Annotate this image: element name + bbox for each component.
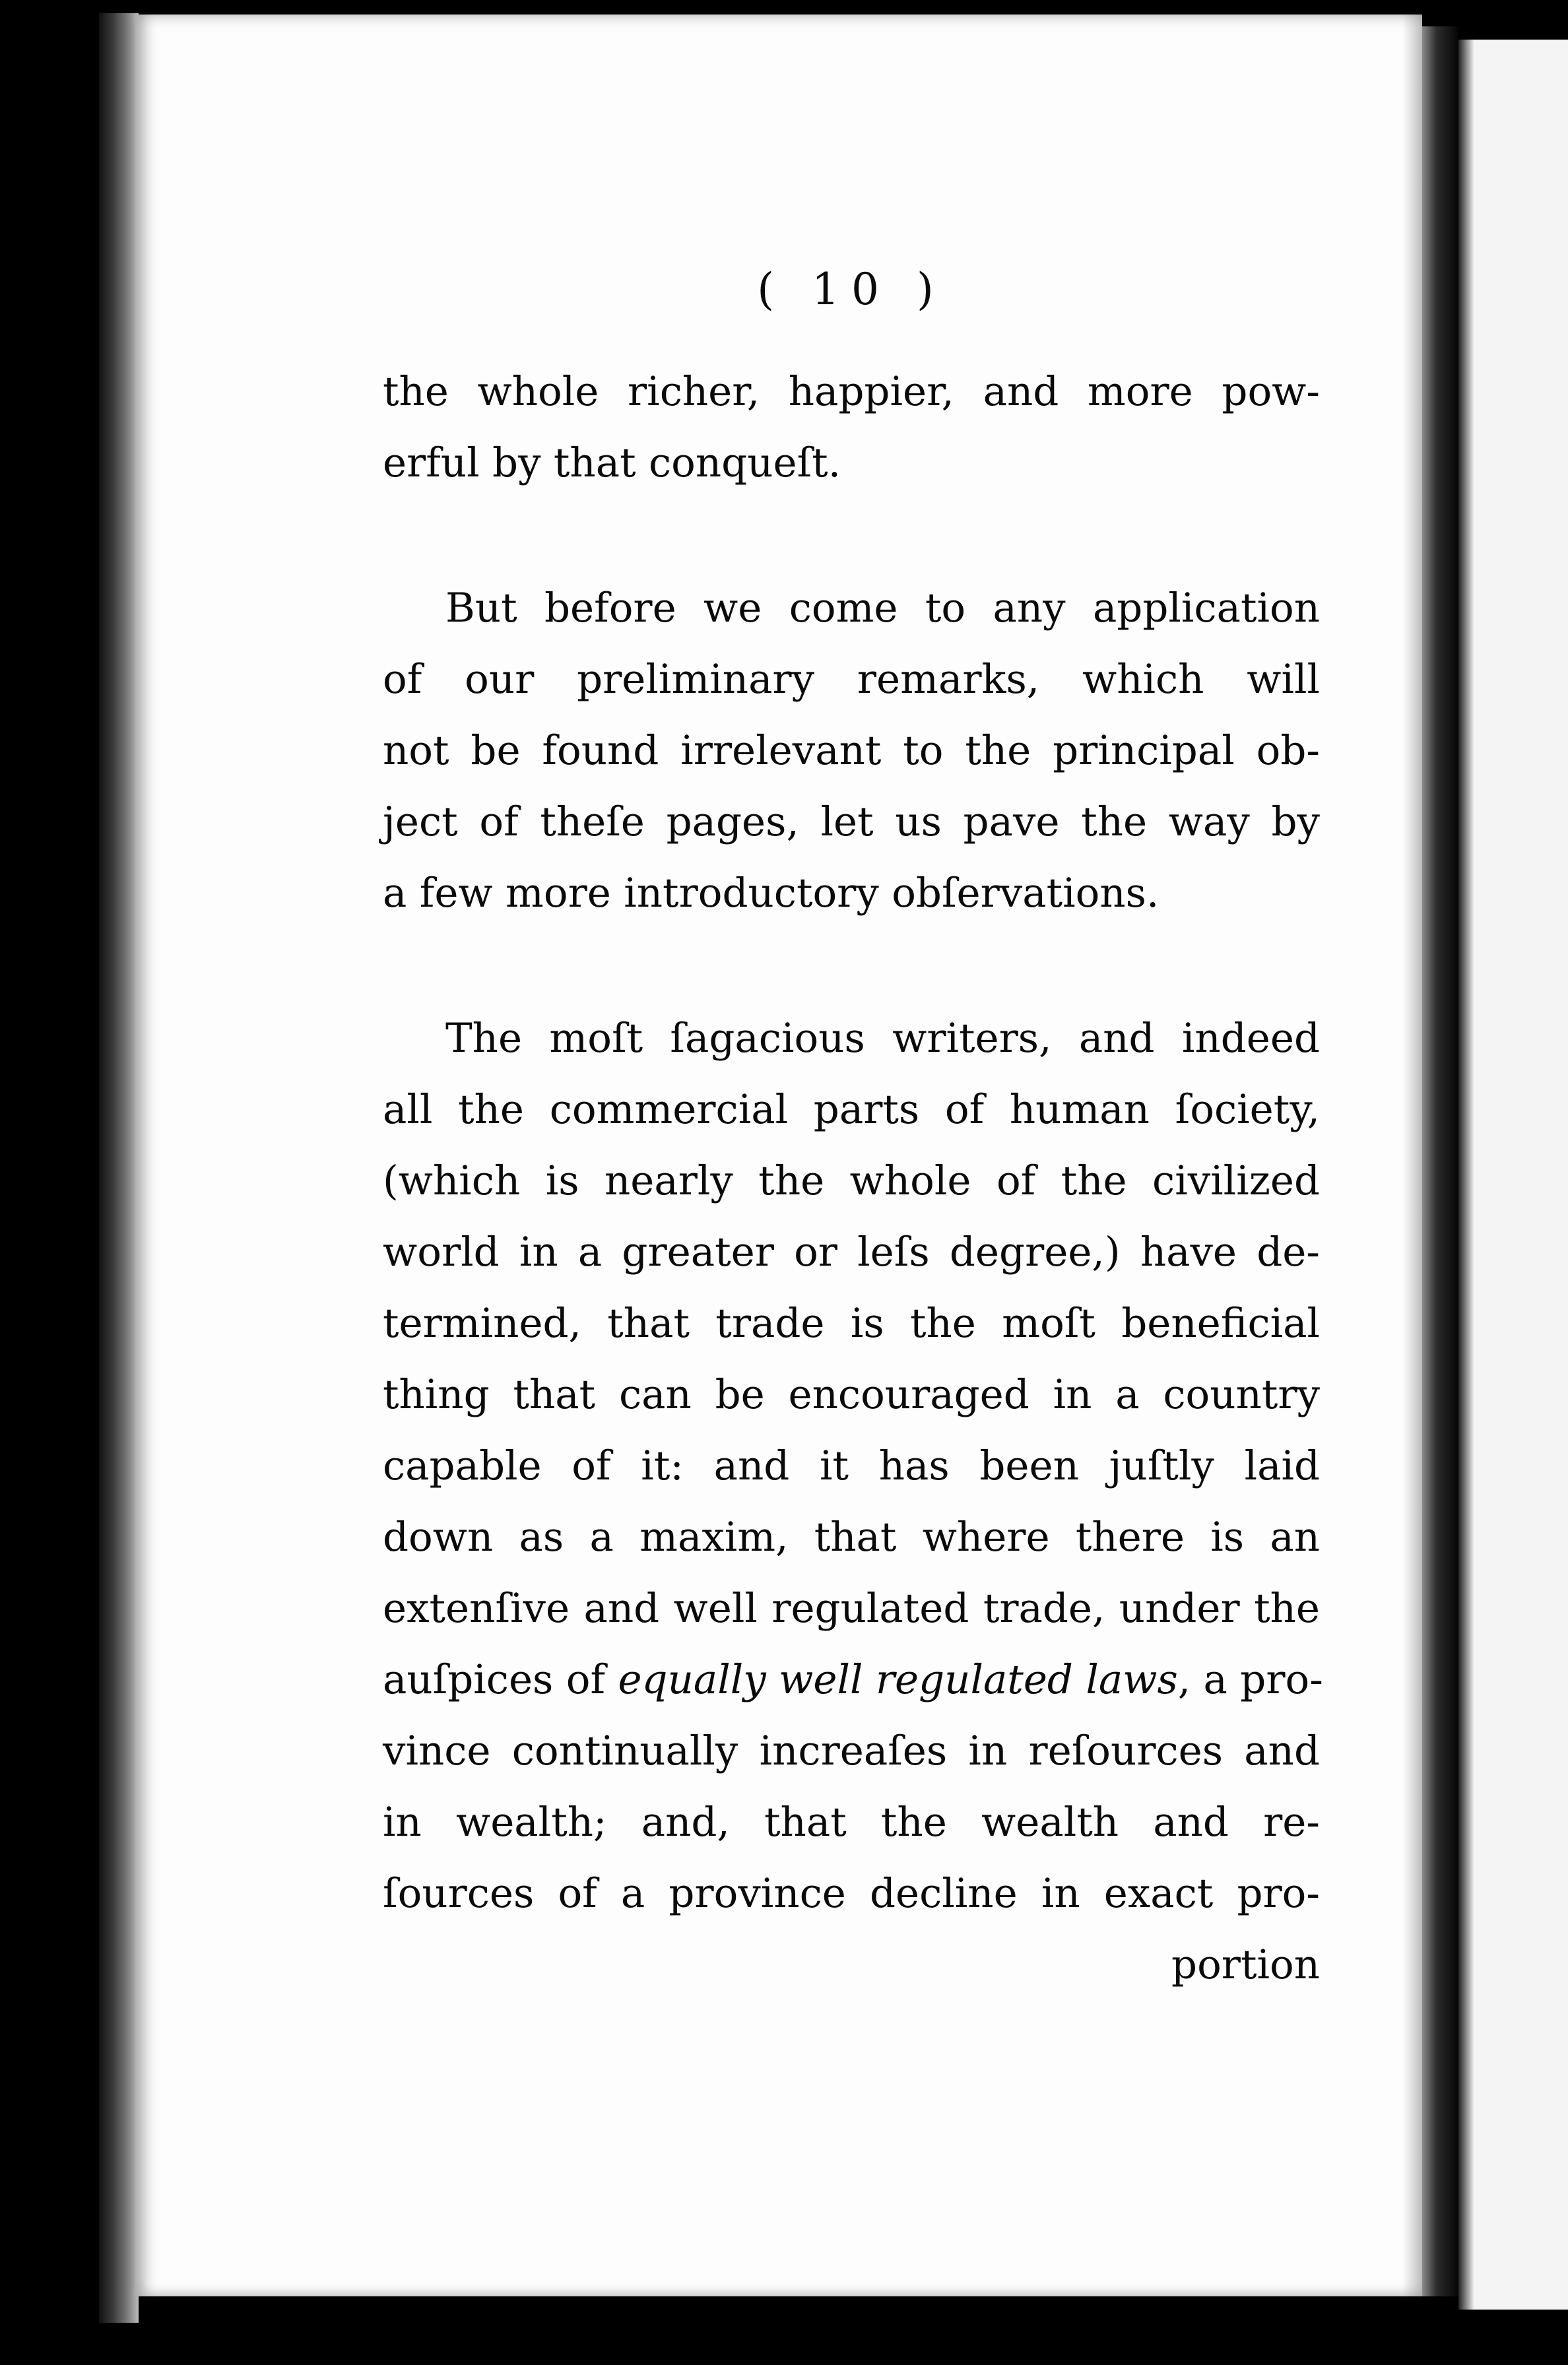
text-line: down as a maxim, that where there is an	[383, 1514, 1320, 1561]
page-number: ( 10 )	[757, 264, 946, 315]
binding-shadow	[99, 13, 139, 2323]
text-line: ject of theſe pages, let us pave the way by	[383, 798, 1320, 845]
text-line: not be found irrelevant to the principal ob-	[383, 727, 1320, 774]
italic-phrase: equally well regulated laws	[618, 1656, 1178, 1703]
text-line: thing that can be encouraged in a country	[383, 1371, 1320, 1418]
text-line: termined, that trade is the moſt beneficial	[383, 1300, 1320, 1347]
text-line: the whole richer, happier, and more pow-	[383, 368, 1320, 415]
facing-page-edge	[1458, 40, 1568, 2310]
catchword: portion	[1171, 1941, 1320, 1988]
text-line: The moſt ſagacious writers, and indeed	[445, 1015, 1320, 1062]
book-spine	[1422, 26, 1458, 2296]
text-line: (which is nearly the whole of the civilized	[383, 1157, 1320, 1204]
text-line: vince continually increaſes in reſources and	[383, 1728, 1320, 1774]
text-line: world in a greater or leſs degree,) have de-	[383, 1229, 1320, 1276]
page-text	[383, 356, 1323, 2001]
text-line: all the commercial parts of human ſociety,	[383, 1086, 1320, 1133]
text-segment: auſpices of	[383, 1656, 618, 1703]
text-line: ſources of a province decline in exact pro-	[383, 1870, 1320, 1917]
text-line: capable of it: and it has been juſtly laid	[383, 1442, 1320, 1489]
text-line: of our preliminary remarks, which will	[383, 656, 1320, 703]
text-line: a few more introductory obſervations.	[383, 870, 1160, 917]
text-line: extenſive and well regulated trade, under the	[383, 1585, 1320, 1632]
text-segment: , a pro-	[1177, 1656, 1323, 1703]
text-line: But before we come to any application	[445, 585, 1320, 632]
text-line: in wealth; and, that the wealth and re-	[383, 1799, 1320, 1846]
text-line-with-italic	[383, 1644, 1323, 1716]
text-line: erful by that conqueſt.	[383, 439, 841, 486]
facing-page-shadow	[1458, 40, 1474, 2310]
